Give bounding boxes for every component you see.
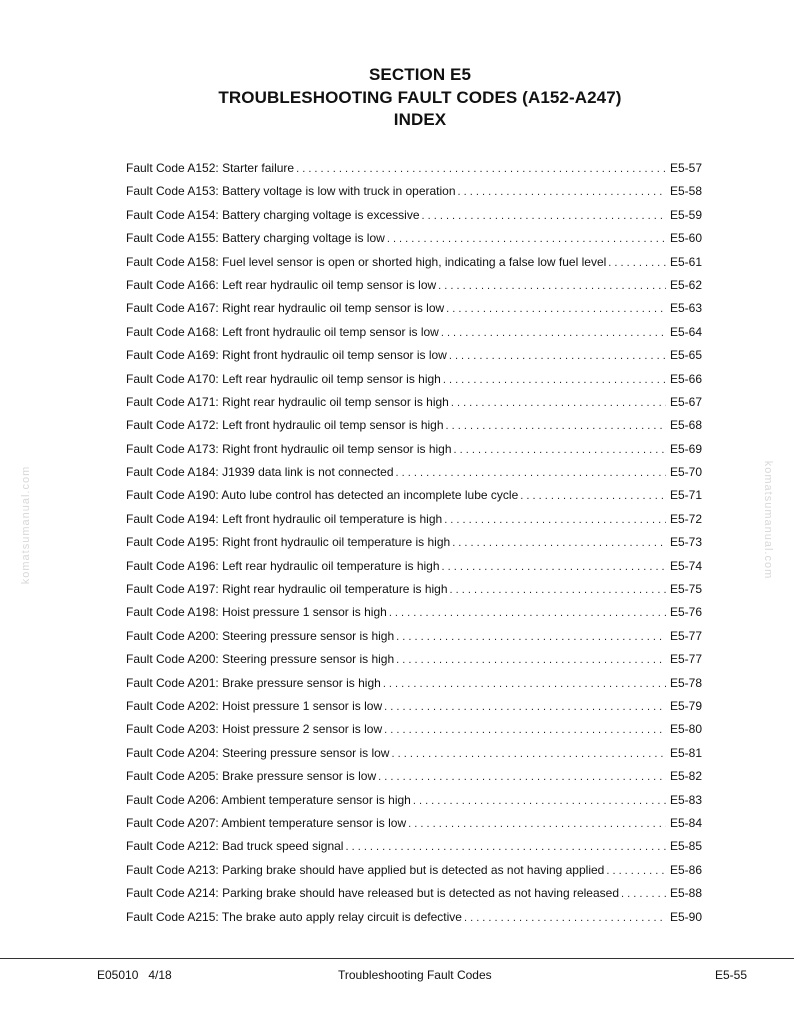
toc-entry-page: E5-66 xyxy=(669,371,702,386)
toc-dot-leader xyxy=(408,818,666,830)
toc-dot-leader xyxy=(396,467,666,479)
toc-entry-label: Fault Code A207: Ambient temperature sensor is low xyxy=(126,815,407,830)
toc-entry-page: E5-88 xyxy=(669,886,702,901)
toc-entry-page: E5-84 xyxy=(669,815,702,830)
toc-entry-label: Fault Code A184: J1939 data link is not connected xyxy=(126,465,394,480)
toc-entry-label: Fault Code A158: Fuel level sensor is open or shorted high, indicating a false low fuel level xyxy=(126,254,607,269)
toc-entry-label: Fault Code A168: Left front hydraulic oil temp sensor is low xyxy=(126,324,439,339)
toc-entry-page: E5-72 xyxy=(669,511,702,526)
watermark-left: komatsumanual.com xyxy=(20,465,32,585)
toc-entry-label: Fault Code A153: Battery voltage is low with truck in operation xyxy=(126,184,456,199)
toc-entry-page: E5-59 xyxy=(669,207,702,222)
toc-entry-label: Fault Code A206: Ambient temperature sensor is high xyxy=(126,792,411,807)
toc-entry[interactable] xyxy=(126,512,702,535)
toc-entry[interactable] xyxy=(126,301,702,324)
toc-entry-page: E5-74 xyxy=(669,558,702,573)
toc-entry[interactable] xyxy=(126,605,702,628)
toc-entry[interactable] xyxy=(126,325,702,348)
toc-entry-label: Fault Code A196: Left rear hydraulic oil temperature is high xyxy=(126,558,440,573)
toc-dot-leader xyxy=(621,888,666,900)
footer-doc-id: E05010 4/18 xyxy=(97,968,172,982)
toc-entry-label: Fault Code A155: Battery charging voltage is low xyxy=(126,231,385,246)
toc-entry[interactable] xyxy=(126,208,702,231)
toc-entry-label: Fault Code A167: Right rear hydraulic oil temp sensor is low xyxy=(126,301,445,316)
toc-entry[interactable] xyxy=(126,793,702,816)
toc-entry[interactable] xyxy=(126,839,702,862)
toc-dot-leader xyxy=(444,514,666,526)
toc-dot-leader xyxy=(606,865,666,877)
toc-entry-label: Fault Code A152: Starter failure xyxy=(126,161,295,175)
section-heading: SECTION E5 xyxy=(368,65,472,84)
toc-entry-label: Fault Code A171: Right rear hydraulic oil temp sensor is high xyxy=(126,394,449,409)
toc-entry-label: Fault Code A212: Bad truck speed signal xyxy=(126,839,344,854)
toc-dot-leader xyxy=(608,257,666,269)
toc-dot-leader xyxy=(450,584,666,596)
toc-entry-page: E5-68 xyxy=(669,418,702,433)
toc-dot-leader xyxy=(396,654,666,666)
toc-dot-leader xyxy=(345,841,665,853)
toc-dot-leader xyxy=(383,678,666,690)
title-block xyxy=(0,64,794,132)
toc-dot-leader xyxy=(520,490,666,502)
page-title: TROUBLESHOOTING FAULT CODES (A152-A247) xyxy=(218,87,622,107)
toc-dot-leader xyxy=(446,303,666,315)
toc-entry-label: Fault Code A205: Brake pressure sensor is low xyxy=(126,769,377,784)
toc-entry-label: Fault Code A202: Hoist pressure 1 sensor is low xyxy=(126,698,383,713)
toc-entry[interactable] xyxy=(126,910,702,933)
toc-dot-leader xyxy=(413,795,666,807)
toc-entry-page: E5-75 xyxy=(669,582,702,597)
toc-dot-leader xyxy=(389,607,666,619)
toc-entry[interactable] xyxy=(126,816,702,839)
toc-entry[interactable] xyxy=(126,886,702,909)
footer-section-title: Troubleshooting Fault Codes xyxy=(338,968,492,982)
toc-entry[interactable] xyxy=(126,746,702,769)
toc-entry-page: E5-82 xyxy=(669,769,702,784)
toc-dot-leader xyxy=(446,420,666,432)
toc-entry-page: E5-79 xyxy=(669,698,702,713)
toc-dot-leader xyxy=(396,631,666,643)
toc-entry-page: E5-71 xyxy=(669,488,702,503)
toc-entry[interactable] xyxy=(126,184,702,207)
toc-entry[interactable] xyxy=(126,255,702,278)
toc-dot-leader xyxy=(296,163,666,175)
toc-entry[interactable] xyxy=(126,722,702,745)
toc-dot-leader xyxy=(441,327,666,339)
toc-entry-label: Fault Code A204: Steering pressure sensor is low xyxy=(126,745,390,760)
toc-entry-page: E5-61 xyxy=(669,254,702,269)
toc-dot-leader xyxy=(387,233,666,245)
toc-entry-page: E5-77 xyxy=(669,652,702,667)
toc-entry[interactable] xyxy=(126,395,702,418)
toc-entry-page: E5-73 xyxy=(669,535,702,550)
toc-dot-leader xyxy=(464,912,666,924)
toc-entry-page: E5-80 xyxy=(669,722,702,737)
table-of-contents xyxy=(126,161,702,933)
toc-entry[interactable] xyxy=(126,161,702,184)
toc-entry[interactable] xyxy=(126,535,702,558)
toc-entry[interactable] xyxy=(126,676,702,699)
toc-entry-page: E5-83 xyxy=(669,792,702,807)
toc-dot-leader xyxy=(378,771,666,783)
toc-entry-label: Fault Code A170: Left rear hydraulic oil temp sensor is high xyxy=(126,371,441,386)
toc-dot-leader xyxy=(384,701,666,713)
toc-entry-label: Fault Code A197: Right rear hydraulic oil temperature is high xyxy=(126,582,448,597)
toc-entry[interactable] xyxy=(126,348,702,371)
toc-dot-leader xyxy=(452,537,666,549)
toc-entry[interactable] xyxy=(126,652,702,675)
toc-entry-label: Fault Code A195: Right front hydraulic oil temperature is high xyxy=(126,535,451,550)
toc-entry-label: Fault Code A169: Right front hydraulic oil temp sensor is low xyxy=(126,348,447,363)
toc-dot-leader xyxy=(442,561,666,573)
toc-entry-page: E5-60 xyxy=(669,231,702,246)
toc-entry[interactable] xyxy=(126,699,702,722)
toc-dot-leader xyxy=(422,210,666,222)
toc-entry-label: Fault Code A200: Steering pressure sensor is high xyxy=(126,652,395,667)
toc-entry-page: E5-63 xyxy=(669,301,702,316)
toc-entry-label: Fault Code A194: Left front hydraulic oil temperature is high xyxy=(126,511,443,526)
watermark-right: komatsumanual.com xyxy=(762,460,774,580)
toc-entry-page: E5-70 xyxy=(669,465,702,480)
toc-entry[interactable] xyxy=(126,465,702,488)
toc-dot-leader xyxy=(449,350,666,362)
toc-entry-page: E5-62 xyxy=(669,277,702,292)
toc-entry-label: Fault Code A203: Hoist pressure 2 sensor is low xyxy=(126,722,383,737)
toc-entry-page: E5-67 xyxy=(669,394,702,409)
toc-entry-page: E5-58 xyxy=(669,184,702,199)
toc-dot-leader xyxy=(454,444,666,456)
index-heading: INDEX xyxy=(393,110,447,129)
toc-entry-page: E5-81 xyxy=(669,745,702,760)
toc-entry[interactable] xyxy=(126,372,702,395)
toc-entry-label: Fault Code A200: Steering pressure sensor is high xyxy=(126,628,395,643)
toc-dot-leader xyxy=(451,397,666,409)
toc-entry-label: Fault Code A172: Left front hydraulic oil temp sensor is high xyxy=(126,418,444,433)
toc-entry[interactable] xyxy=(126,863,702,886)
toc-entry[interactable] xyxy=(126,559,702,582)
toc-entry[interactable] xyxy=(126,442,702,465)
toc-entry-page: E5-77 xyxy=(669,628,702,643)
toc-entry-label: Fault Code A201: Brake pressure sensor is high xyxy=(126,675,381,690)
toc-entry-label: Fault Code A154: Battery charging voltage is excessive xyxy=(126,207,420,222)
toc-dot-leader xyxy=(443,374,666,386)
toc-entry-page: E5-78 xyxy=(669,675,702,690)
toc-dot-leader xyxy=(438,280,666,292)
toc-entry[interactable] xyxy=(126,582,702,605)
toc-entry[interactable] xyxy=(126,629,702,652)
toc-entry-page: E5-90 xyxy=(669,909,702,924)
toc-entry-page: E5-57 xyxy=(669,161,702,175)
footer-page-number: E5-55 xyxy=(714,968,747,982)
toc-entry-label: Fault Code A214: Parking brake should have released but is detected as not having released xyxy=(126,886,619,901)
toc-entry[interactable] xyxy=(126,488,702,511)
toc-entry[interactable] xyxy=(126,769,702,792)
toc-entry-page: E5-64 xyxy=(669,324,702,339)
toc-entry-label: Fault Code A215: The brake auto apply relay circuit is defective xyxy=(126,909,462,924)
toc-entry-label: Fault Code A213: Parking brake should have applied but is detected as not having applied xyxy=(126,862,605,877)
toc-entry-page: E5-86 xyxy=(669,862,702,877)
toc-entry-label: Fault Code A190: Auto lube control has detected an incomplete lube cycle xyxy=(126,488,519,503)
toc-entry-page: E5-69 xyxy=(669,441,702,456)
toc-entry-page: E5-76 xyxy=(669,605,702,620)
toc-entry[interactable] xyxy=(126,418,702,441)
toc-entry-label: Fault Code A173: Right front hydraulic oil temp sensor is high xyxy=(126,441,452,456)
toc-dot-leader xyxy=(458,186,666,198)
toc-entry-page: E5-65 xyxy=(669,348,702,363)
toc-entry[interactable] xyxy=(126,278,702,301)
footer-divider xyxy=(0,958,794,959)
toc-entry-page: E5-85 xyxy=(669,839,702,854)
toc-dot-leader xyxy=(391,748,665,760)
toc-entry-label: Fault Code A198: Hoist pressure 1 sensor is high xyxy=(126,605,387,620)
toc-dot-leader xyxy=(384,724,666,736)
toc-entry-label: Fault Code A166: Left rear hydraulic oil temp sensor is low xyxy=(126,277,437,292)
toc-entry[interactable] xyxy=(126,231,702,254)
